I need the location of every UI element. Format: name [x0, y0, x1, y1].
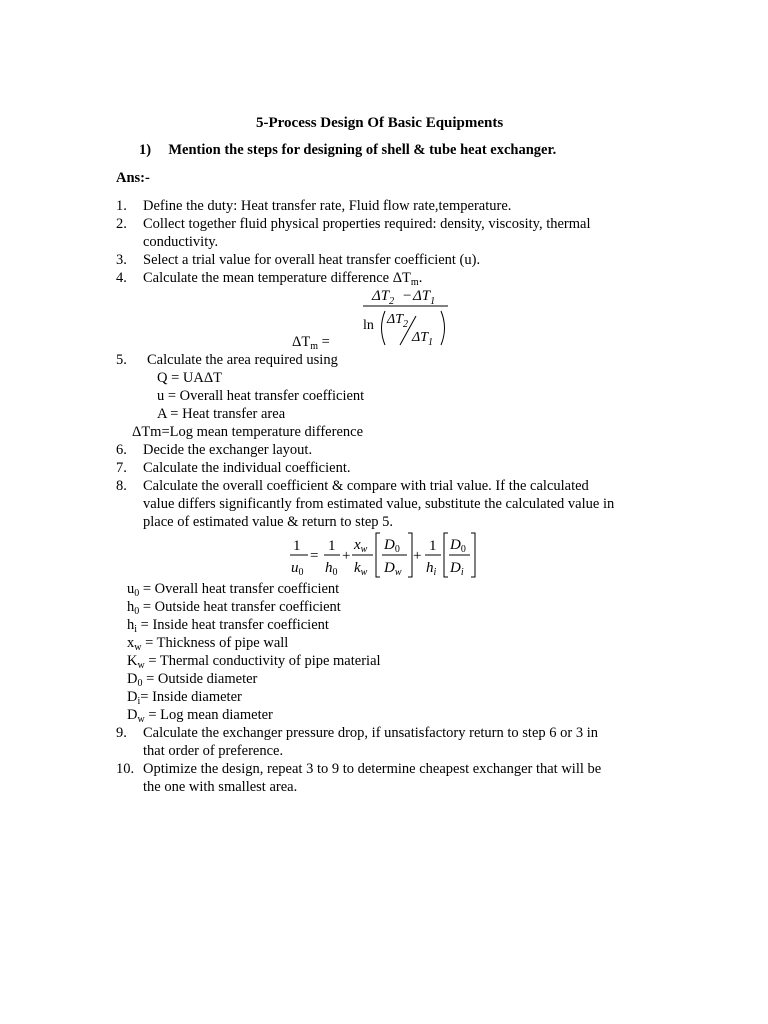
step-text: Calculate the individual coefficient.	[143, 460, 351, 476]
svg-text:Dw: $D_w$	[384, 560, 402, 578]
svg-text:hi: $h_i$	[426, 560, 437, 578]
lmtd-lhs: $\Delta T_m$ =	[292, 334, 330, 352]
step-text: that order of preference.	[143, 743, 284, 759]
svg-text:u0: $u_0$	[291, 560, 304, 578]
step-text: Collect together fluid physical properties required: density, viscosity, thermal	[143, 216, 591, 232]
coef-def: $h_i$ = Inside heat transfer coefficient	[127, 617, 329, 635]
step-number: 4.	[116, 270, 127, 286]
step-number: 7.	[116, 460, 127, 476]
svg-text:+: +	[342, 548, 351, 564]
lmtd-numerator-a: $\Delta T_2$	[372, 288, 395, 307]
svg-text:+: +	[413, 548, 422, 564]
coef-def: $x_w$ = Thickness of pipe wall	[127, 635, 289, 653]
step-number: 10.	[116, 761, 135, 777]
step-text: the one with smallest area.	[143, 779, 298, 795]
ln-inner-a: $\Delta T_2$	[387, 312, 409, 330]
step-text: Calculate the exchanger pressure drop, if unsatisfactory return to step 6 or 3 in	[143, 725, 598, 741]
step-text: Optimize the design, repeat 3 to 9 to determine cheapest exchanger that will be	[143, 761, 602, 777]
svg-text:=: =	[310, 548, 319, 564]
area-def: A = Heat transfer area	[157, 406, 286, 422]
lmtd-minus: −	[403, 288, 412, 304]
coef-def: $D_i=$ Inside diameter	[127, 689, 242, 707]
step-text: value differs significantly from estimated value, substitute the calculated value in	[143, 496, 615, 512]
step-text: conductivity.	[143, 234, 219, 250]
svg-text:1: 1	[293, 538, 301, 554]
step-number: 1.	[116, 198, 127, 214]
coef-def: $K_w$ = Thermal conductivity of pipe material	[127, 653, 381, 671]
step-text: place of estimated value & return to step 5.	[143, 514, 394, 530]
step-number: 2.	[116, 216, 127, 232]
step-number: 9.	[116, 725, 127, 741]
coef-def: $D_0$ = Outside diameter	[127, 671, 258, 689]
svg-text:D0: $D_0$	[384, 537, 400, 555]
svg-text:h0: $h_0$	[325, 560, 338, 578]
svg-text:kw: $k_w$	[354, 560, 368, 578]
svg-text:Di: $D_i$	[450, 560, 464, 578]
svg-text:D0: $D_0$	[450, 537, 466, 555]
lmtd-formula	[360, 283, 455, 353]
page-title: 5-Process Design Of Basic Equipments	[256, 115, 504, 131]
svg-text:1: 1	[429, 538, 437, 554]
ln-inner-b: $\Delta T_1$	[412, 330, 434, 348]
step-text: Calculate the mean temperature difference $\Delta T_m$.	[143, 270, 423, 288]
question-heading	[139, 141, 556, 159]
overall-coefficient-formula	[288, 530, 478, 580]
step-number: 3.	[116, 252, 127, 268]
step-number: 8.	[116, 478, 127, 494]
area-def: u = Overall heat transfer coefficient	[157, 388, 365, 404]
area-def: ΔTm=Log mean temperature difference	[132, 424, 364, 440]
coef-def: $u_0$ = Overall heat transfer coefficient	[127, 581, 340, 599]
answer-label: Ans:-	[116, 170, 150, 186]
step-text: Define the duty: Heat transfer rate, Fluid flow rate,temperature.	[143, 198, 512, 214]
step-text: Calculate the overall coefficient & compare with trial value. If the calculated	[143, 478, 589, 494]
step-text: Decide the exchanger layout.	[143, 442, 313, 458]
ln-label: ln	[363, 318, 374, 333]
step-number: 6.	[116, 442, 127, 458]
step-number: 5.	[116, 352, 127, 368]
coef-def: $h_0$ = Outside heat transfer coefficient	[127, 599, 341, 617]
svg-text:1: 1	[328, 538, 336, 554]
svg-text:xw: $x_w$	[354, 537, 368, 555]
step-text: Calculate the area required using	[147, 352, 338, 368]
step-text: Select a trial value for overall heat transfer coefficient (u).	[143, 252, 481, 268]
area-formula: Q = UAΔT	[157, 370, 223, 386]
question-text: Mention the steps for designing of shell & tube heat exchanger.	[168, 142, 557, 158]
lmtd-numerator-b: $\Delta T_1$	[413, 288, 436, 307]
question-number: 1)	[139, 142, 152, 158]
coef-def: $D_w$ = Log mean diameter	[127, 707, 273, 725]
